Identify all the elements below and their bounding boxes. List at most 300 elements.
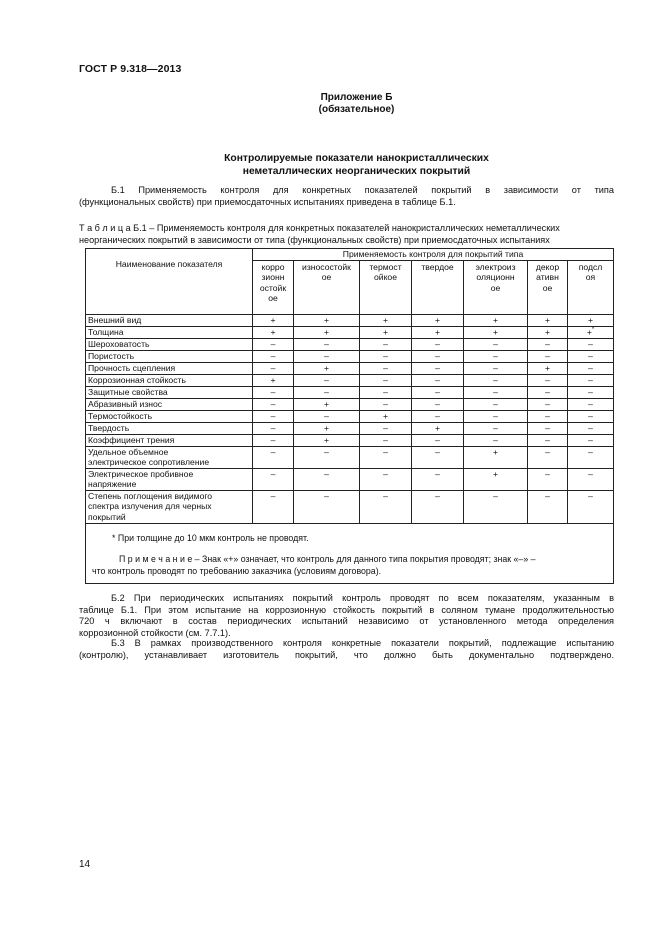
- coating-type-header-line: термост: [369, 262, 402, 272]
- applicability-mark: +: [323, 399, 330, 409]
- applicability-cell: [360, 315, 412, 327]
- indicator-name-line: Коэффициент трения: [88, 435, 175, 445]
- paragraph-b2: [79, 593, 614, 639]
- applicability-mark: –: [270, 363, 276, 373]
- applicability-mark: –: [383, 469, 388, 479]
- applicability-mark: –: [383, 363, 388, 373]
- applicability-cell: [568, 339, 614, 351]
- paragraph-b1: [79, 185, 614, 208]
- applicability-cell: [253, 435, 294, 447]
- table-row: [86, 491, 614, 524]
- applicability-mark: –: [588, 411, 593, 421]
- applicability-mark: +: [382, 327, 389, 337]
- applicability-cell: [253, 447, 294, 469]
- applicability-cell: [360, 399, 412, 411]
- applicability-mark: +: [586, 327, 592, 337]
- applicability-cell: [360, 411, 412, 423]
- applicability-mark: +: [544, 315, 551, 325]
- applicability-cell: [294, 363, 360, 375]
- indicator-name: [86, 491, 253, 524]
- indicator-name-line: Внешний вид: [88, 315, 142, 325]
- applicability-cell: [412, 491, 464, 524]
- table-caption-line-1: [79, 223, 614, 235]
- applicability-cell: [528, 339, 568, 351]
- applicability-cell: [294, 411, 360, 423]
- applicability-cell: [294, 339, 360, 351]
- indicator-name: [86, 447, 253, 469]
- coating-type-header-line: износостойк: [302, 262, 351, 272]
- applicability-cell: [253, 351, 294, 363]
- indicator-name-line: Термостойкость: [88, 411, 153, 421]
- applicability-mark: –: [324, 491, 329, 501]
- applicability-mark: –: [493, 363, 498, 373]
- applicability-mark: +: [434, 423, 441, 433]
- paragraph-b2-line-3: 720 ч включают в состав периодических испытаний независимо от установленного метода определения: [79, 616, 614, 627]
- applicability-cell: [412, 411, 464, 423]
- standard-code: ГОСТ Р 9.318—2013: [79, 63, 182, 75]
- applicability-mark: –: [435, 435, 440, 445]
- indicator-name-line: напряжение: [88, 479, 137, 490]
- appendix-title: Приложение Б: [320, 92, 393, 103]
- applicability-cell: [253, 363, 294, 375]
- applicability-cell: [568, 491, 614, 524]
- table-row: [86, 399, 614, 411]
- applicability-mark: +: [323, 435, 330, 445]
- applicability-cell: [464, 435, 528, 447]
- applicability-cell: [412, 423, 464, 435]
- applicability-cell: [253, 375, 294, 387]
- paragraph-b1-line-2: (функциональных свойств) при приемосдаточных испытаниях приведена в таблице Б.1.: [79, 196, 456, 207]
- applicability-cell: [464, 411, 528, 423]
- indicator-name-line: Прочность сцепления: [88, 363, 176, 373]
- applicability-cell: [294, 469, 360, 491]
- applicability-cell: [253, 315, 294, 327]
- applicability-mark: –: [545, 469, 550, 479]
- applicability-cell: [528, 351, 568, 363]
- applicability-cell: [568, 469, 614, 491]
- applicability-mark: –: [493, 339, 498, 349]
- applicability-cell: [464, 469, 528, 491]
- applicability-cell: [528, 363, 568, 375]
- coating-type-header-line: ое: [542, 282, 553, 293]
- indicator-name: [86, 423, 253, 435]
- footnote-mark: *: [591, 327, 595, 333]
- applicability-cell: [412, 447, 464, 469]
- applicability-cell: [412, 351, 464, 363]
- applicability-cell: [412, 387, 464, 399]
- paragraph-b3-line-2: (контролю), устанавливает изготовитель покрытий, что должно быть документально подтверждено.: [79, 649, 614, 660]
- applicability-cell: [528, 447, 568, 469]
- applicability-mark: –: [270, 387, 276, 397]
- applicability-mark: –: [493, 399, 498, 409]
- table-row: [86, 351, 614, 363]
- applicability-mark: –: [270, 435, 276, 445]
- applicability-mark: +: [492, 469, 499, 479]
- table-row: [86, 315, 614, 327]
- applicability-cell: [294, 423, 360, 435]
- applicability-mark: –: [493, 491, 498, 501]
- applicability-mark: +: [587, 315, 594, 325]
- table-body: [86, 315, 614, 524]
- coating-type-header: [360, 261, 412, 315]
- applicability-cell: [528, 423, 568, 435]
- applicability-mark: –: [588, 435, 593, 445]
- applicability-mark: –: [545, 339, 550, 349]
- applicability-cell: [568, 399, 614, 411]
- applicability-cell: [253, 423, 294, 435]
- coating-type-header: [294, 261, 360, 315]
- applicability-cell: [253, 469, 294, 491]
- applicability-cell: [360, 491, 412, 524]
- column-header-name: Наименование показателя: [86, 249, 253, 315]
- applicability-cell: [464, 339, 528, 351]
- applicability-mark: –: [324, 339, 329, 349]
- indicator-name-line: Пористость: [88, 351, 135, 361]
- table-notes: [86, 524, 614, 584]
- indicator-name-line: спектра излучения для черных: [88, 501, 212, 512]
- applicability-cell: [568, 423, 614, 435]
- applicability-cell: [360, 351, 412, 363]
- coating-type-header-line: оя: [585, 272, 596, 283]
- applicability-mark: +: [544, 327, 551, 337]
- applicability-mark: –: [545, 375, 550, 385]
- applicability-mark: –: [435, 339, 440, 349]
- applicability-mark: –: [383, 447, 388, 457]
- applicability-mark: +: [270, 315, 276, 325]
- coating-type-header-line: остойк: [259, 282, 287, 293]
- applicability-mark: +: [323, 363, 330, 373]
- applicability-mark: –: [545, 411, 550, 421]
- applicability-mark: –: [588, 339, 593, 349]
- coating-type-header-line: оляционн: [476, 272, 515, 283]
- applicability-mark: +: [323, 315, 330, 325]
- applicability-cell: [528, 435, 568, 447]
- coating-type-header-line: твердое: [421, 262, 454, 272]
- applicability-mark: –: [588, 423, 593, 433]
- paragraph-b2-line-1: Б.2 При периодических испытаниях покрытий контроль проводят по всем показателям, указанным в: [111, 593, 614, 603]
- applicability-mark: –: [383, 423, 388, 433]
- applicability-mark: –: [545, 435, 550, 445]
- applicability-mark: –: [270, 491, 276, 501]
- applicability-mark: –: [324, 469, 329, 479]
- applicability-cell: [360, 375, 412, 387]
- table-row: [86, 469, 614, 491]
- table-row: [86, 447, 614, 469]
- applicability-cell: [528, 491, 568, 524]
- paragraph-b3-line-1: Б.3 В рамках производственного контроля конкретные показатели покрытий, подлежащие испытанию: [111, 638, 614, 648]
- indicator-name: [86, 469, 253, 491]
- applicability-mark: –: [435, 363, 440, 373]
- section-heading: [26, 152, 661, 178]
- coating-type-header: [412, 261, 464, 315]
- applicability-cell: [360, 363, 412, 375]
- coating-type-header: [464, 261, 528, 315]
- applicability-mark: –: [383, 435, 388, 445]
- applicability-mark: –: [383, 387, 388, 397]
- indicator-name-line: Удельное объемное: [88, 447, 169, 457]
- applicability-mark: +: [270, 327, 276, 337]
- coating-type-header-line: подсл: [578, 262, 603, 272]
- applicability-cell: [568, 315, 614, 327]
- applicability-cell: [360, 327, 412, 339]
- indicator-name: [86, 435, 253, 447]
- coating-type-header-line: ое: [268, 292, 278, 303]
- table-row: [86, 339, 614, 351]
- applicability-mark: –: [435, 375, 440, 385]
- table-note-label: П р и м е ч а н и е: [119, 554, 193, 564]
- applicability-mark: –: [270, 469, 276, 479]
- table-note-line-2: что контроль проводят по требованию заказчика (условиям договора).: [92, 566, 382, 576]
- applicability-mark: +: [544, 363, 551, 373]
- applicability-mark: +: [323, 327, 330, 337]
- table-row: [86, 375, 614, 387]
- coating-type-header-line: электроиз: [475, 262, 516, 272]
- coating-type-header: [528, 261, 568, 315]
- indicator-name: [86, 399, 253, 411]
- indicator-name: [86, 387, 253, 399]
- applicability-mark: –: [435, 351, 440, 361]
- applicability-mark: –: [545, 423, 550, 433]
- applicability-table: [85, 248, 614, 584]
- applicability-mark: +: [270, 375, 276, 385]
- applicability-mark: –: [270, 351, 276, 361]
- applicability-mark: –: [435, 387, 440, 397]
- applicability-mark: –: [588, 447, 593, 457]
- coating-type-header-line: ойкое: [374, 272, 397, 283]
- applicability-cell: [360, 339, 412, 351]
- applicability-mark: +: [382, 411, 389, 421]
- applicability-cell: [294, 387, 360, 399]
- applicability-cell: [253, 399, 294, 411]
- applicability-mark: –: [324, 411, 329, 421]
- indicator-name: [86, 315, 253, 327]
- applicability-mark: –: [493, 435, 498, 445]
- table-row: [86, 435, 614, 447]
- applicability-cell: [528, 469, 568, 491]
- applicability-cell: [253, 339, 294, 351]
- applicability-cell: [412, 399, 464, 411]
- applicability-mark: –: [383, 491, 388, 501]
- applicability-cell: [412, 435, 464, 447]
- applicability-cell: [360, 447, 412, 469]
- applicability-mark: –: [435, 469, 440, 479]
- table-row: [86, 387, 614, 399]
- indicator-name-line: покрытий: [88, 511, 126, 522]
- applicability-mark: –: [545, 387, 550, 397]
- indicator-name-line: Твердость: [88, 423, 130, 433]
- table-caption: [79, 223, 614, 246]
- applicability-cell: [528, 327, 568, 339]
- applicability-cell: [253, 491, 294, 524]
- table-caption-line-2: неорганических покрытий в зависимости от типа (функциональных свойств) при приемосдаточных испытаниях: [79, 234, 550, 245]
- applicability-mark: –: [493, 411, 498, 421]
- indicator-name-line: Толщина: [88, 327, 124, 337]
- indicator-name-line: Коррозионная стойкость: [88, 375, 186, 385]
- coating-type-header-line: зионн: [261, 272, 285, 283]
- applicability-cell: [568, 387, 614, 399]
- applicability-mark: –: [493, 387, 498, 397]
- applicability-mark: –: [588, 375, 593, 385]
- table-caption-line-1-text: Б.1 – Применяемость контроля для конкретных показателей нанокристаллических неметаллических: [130, 223, 560, 233]
- applicability-cell: [360, 469, 412, 491]
- applicability-cell: [294, 399, 360, 411]
- applicability-mark: –: [545, 447, 550, 457]
- indicator-name: [86, 363, 253, 375]
- applicability-cell: [464, 351, 528, 363]
- coating-type-header-line: декор: [535, 262, 560, 272]
- applicability-cell: [464, 399, 528, 411]
- applicability-cell: [568, 327, 614, 339]
- applicability-mark: –: [383, 399, 388, 409]
- table-caption-label: Т а б л и ц а: [79, 223, 131, 233]
- applicability-cell: [412, 375, 464, 387]
- applicability-mark: –: [588, 469, 593, 479]
- applicability-cell: [528, 387, 568, 399]
- applicability-mark: –: [270, 411, 276, 421]
- paragraph-b2-line-2: таблице Б.1. При этом испытание на коррозионную стойкость покрытий в соляном тумане продолжительностью: [79, 604, 614, 615]
- page-number: 14: [79, 859, 91, 870]
- applicability-mark: –: [324, 387, 329, 397]
- applicability-mark: –: [383, 375, 388, 385]
- applicability-mark: –: [270, 447, 276, 457]
- applicability-mark: –: [545, 351, 550, 361]
- applicability-cell: [412, 363, 464, 375]
- applicability-cell: [464, 315, 528, 327]
- applicability-mark: –: [588, 491, 593, 501]
- coating-type-header-line: ативн: [536, 272, 559, 283]
- coating-type-header: [253, 261, 294, 315]
- applicability-cell: [568, 435, 614, 447]
- table-row: [86, 327, 614, 339]
- applicability-cell: [568, 351, 614, 363]
- heading-line-2: неметаллических неорганических покрытий: [242, 166, 471, 177]
- indicator-name: [86, 327, 253, 339]
- paragraph-b2-line-4: коррозионной стойкости (см. 7.7.1).: [79, 627, 231, 638]
- applicability-mark: +: [492, 315, 499, 325]
- applicability-mark: +: [382, 315, 389, 325]
- applicability-mark: +: [434, 315, 441, 325]
- applicability-mark: –: [493, 423, 498, 433]
- applicability-mark: –: [545, 491, 550, 501]
- applicability-mark: –: [435, 491, 440, 501]
- applicability-cell: [294, 491, 360, 524]
- table-footnote: * При толщине до 10 мкм контроль не проводят.: [112, 533, 309, 543]
- column-group-header: Применяемость контроля для покрытий типа: [253, 249, 614, 261]
- applicability-cell: [464, 423, 528, 435]
- indicator-name-line: Абразивный износ: [88, 399, 163, 409]
- applicability-mark: +: [492, 447, 499, 457]
- applicability-cell: [294, 435, 360, 447]
- applicability-cell: [294, 351, 360, 363]
- heading-line-1: Контролируемые показатели нанокристаллических: [224, 153, 489, 164]
- applicability-cell: [568, 363, 614, 375]
- applicability-cell: [528, 375, 568, 387]
- coating-type-header: [568, 261, 614, 315]
- indicator-name: [86, 339, 253, 351]
- applicability-cell: [294, 375, 360, 387]
- applicability-mark: –: [383, 351, 388, 361]
- indicator-name: [86, 351, 253, 363]
- applicability-cell: [412, 327, 464, 339]
- applicability-mark: –: [588, 351, 593, 361]
- applicability-mark: –: [588, 363, 593, 373]
- applicability-cell: [464, 363, 528, 375]
- applicability-cell: [253, 411, 294, 423]
- applicability-mark: –: [435, 411, 440, 421]
- applicability-cell: [568, 375, 614, 387]
- table-row: [86, 363, 614, 375]
- applicability-mark: –: [383, 339, 388, 349]
- applicability-cell: [568, 447, 614, 469]
- coating-type-header-line: ое: [321, 272, 332, 283]
- applicability-mark: –: [270, 339, 276, 349]
- applicability-cell: [253, 387, 294, 399]
- applicability-cell: [528, 399, 568, 411]
- table-row: [86, 411, 614, 423]
- applicability-mark: –: [324, 375, 329, 385]
- applicability-cell: [360, 423, 412, 435]
- applicability-mark: –: [435, 447, 440, 457]
- applicability-mark: –: [588, 387, 593, 397]
- applicability-mark: –: [270, 399, 276, 409]
- indicator-name-line: Электрическое пробивное: [88, 469, 194, 479]
- indicator-name: [86, 411, 253, 423]
- table-row: [86, 423, 614, 435]
- applicability-mark: –: [324, 447, 329, 457]
- applicability-mark: –: [493, 375, 498, 385]
- applicability-cell: [464, 387, 528, 399]
- indicator-name-line: Защитные свойства: [88, 387, 168, 397]
- paragraph-b3: [79, 638, 614, 661]
- applicability-cell: [464, 327, 528, 339]
- applicability-cell: [528, 315, 568, 327]
- table-note: [92, 553, 607, 577]
- indicator-name: [86, 375, 253, 387]
- coating-type-header-line: корро: [261, 262, 285, 272]
- applicability-mark: –: [435, 399, 440, 409]
- indicator-name-line: Шероховатость: [88, 339, 150, 349]
- applicability-cell: [464, 375, 528, 387]
- applicability-cell: [412, 469, 464, 491]
- applicability-mark: –: [493, 351, 498, 361]
- applicability-cell: [464, 447, 528, 469]
- applicability-cell: [360, 435, 412, 447]
- applicability-mark: –: [545, 399, 550, 409]
- applicability-cell: [360, 387, 412, 399]
- applicability-cell: [253, 327, 294, 339]
- applicability-mark: +: [434, 327, 441, 337]
- table-note-text: – Знак «+» означает, что контроль для данного типа покрытия проводят; знак «–» –: [192, 554, 536, 564]
- applicability-mark: +: [492, 327, 499, 337]
- applicability-cell: [412, 315, 464, 327]
- paragraph-b1-line-1: Б.1 Применяемость контроля для конкретных показателей покрытий в зависимости от типа: [111, 185, 614, 195]
- indicator-name-line: электрическое сопротивление: [88, 457, 210, 468]
- applicability-cell: [294, 315, 360, 327]
- applicability-cell: [294, 327, 360, 339]
- coating-type-header-line: ое: [490, 282, 501, 293]
- appendix-status: (обязательное): [318, 104, 395, 115]
- applicability-mark: –: [324, 351, 329, 361]
- applicability-mark: –: [270, 423, 276, 433]
- applicability-cell: [464, 491, 528, 524]
- applicability-cell: [294, 447, 360, 469]
- applicability-mark: +: [323, 423, 330, 433]
- applicability-cell: [568, 411, 614, 423]
- applicability-mark: –: [588, 399, 593, 409]
- indicator-name-line: Степень поглощения видимого: [88, 491, 213, 501]
- applicability-cell: [412, 339, 464, 351]
- applicability-cell: [528, 411, 568, 423]
